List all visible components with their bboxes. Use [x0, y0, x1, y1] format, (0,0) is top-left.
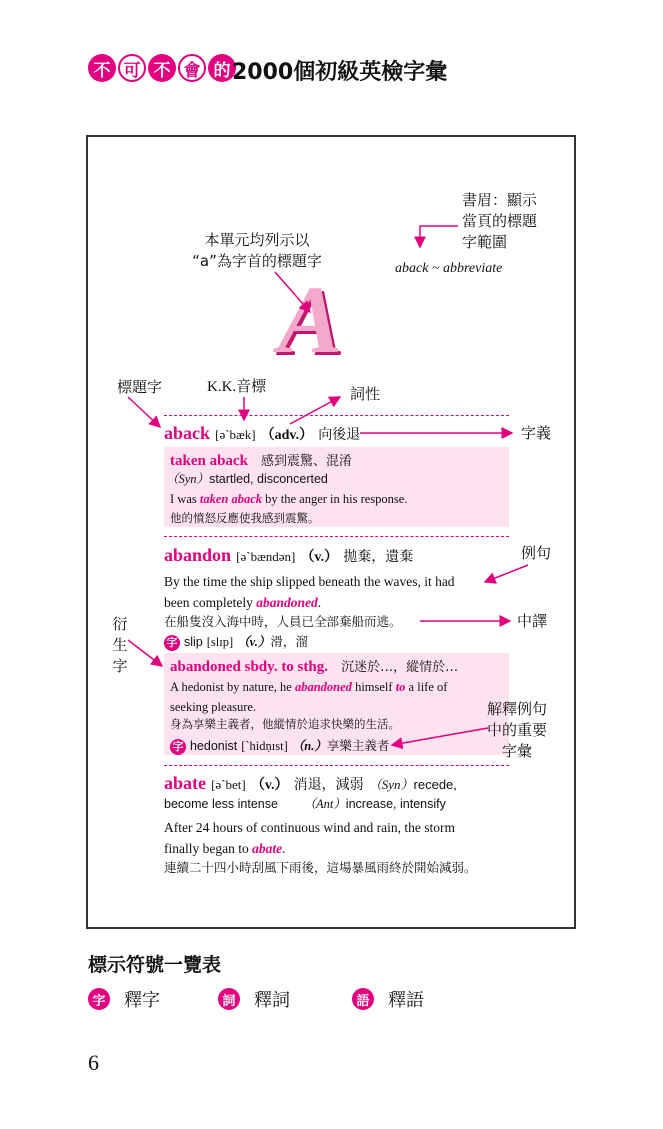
- example-translation: 他的憤怒反應使我感到震驚。: [170, 511, 320, 525]
- logo-badge: 的: [208, 54, 236, 82]
- gloss-icon: 字: [170, 739, 186, 755]
- derived-word: abandoned sbdy. to sthg.: [170, 659, 328, 675]
- phonetic: [əˋbet]: [211, 777, 246, 792]
- phrase-meaning: 感到震驚、混淆: [261, 454, 353, 469]
- char-gloss-icon: 字: [88, 988, 110, 1010]
- meaning: 消退，減弱: [293, 777, 364, 793]
- example-sentence: I was taken aback by the anger in his response.: [170, 492, 408, 506]
- arrow-headword: [128, 397, 160, 427]
- part-of-speech: （adv.）: [260, 428, 314, 443]
- label-example: 例句: [521, 544, 552, 562]
- derived-example: A hedonist by nature, he abandoned himself to a life of seeking pleasure.: [170, 680, 448, 714]
- label-kk: K.K.音標: [207, 379, 267, 395]
- derived-translation: 身為享樂主義者，他縱情於追求快樂的生活。: [170, 717, 400, 731]
- phrase-gloss-icon: 語: [352, 988, 374, 1010]
- label-derived: 衍 生 字: [112, 615, 128, 675]
- book-title: 2000個初級英檢字彙: [232, 60, 448, 85]
- label-headword: 標題字: [117, 378, 163, 396]
- legend-item: 字 釋字: [88, 986, 160, 1012]
- headword: abate: [164, 773, 206, 793]
- syn-label: （Syn）: [368, 777, 414, 792]
- phonetic: [əˋbæk]: [215, 427, 256, 442]
- example-sentence: By the time the ship slipped beneath the waves, it had been completely abandoned.: [164, 574, 455, 610]
- example-translation: 在船隻沒入海中時，人員已全部棄船而逃。: [164, 614, 402, 629]
- example-sentence: After 24 hours of continuous wind and rain, the storm finally began to abate.: [164, 820, 455, 856]
- legend-item: 語 釋語: [352, 986, 424, 1012]
- derived-meaning: 沉迷於…，縱情於…: [341, 660, 459, 675]
- meaning: 拋棄，遺棄: [343, 549, 414, 565]
- label-meaning: 字義: [521, 424, 552, 442]
- big-letter-a: A: [278, 266, 343, 373]
- headword: aback: [164, 423, 211, 443]
- synonyms: （Syn）startled, disconcerted: [166, 472, 328, 486]
- logo-badge: 不: [88, 54, 116, 82]
- abate-line2: become less intense （Ant）increase, intensify: [164, 797, 446, 811]
- arrow-pos: [290, 397, 340, 424]
- logo-badge: 會: [178, 54, 206, 82]
- label-pos: 詞性: [350, 385, 381, 403]
- part-of-speech: （v.）: [250, 778, 289, 793]
- arrow-derived: [128, 640, 162, 666]
- meaning: 向後退: [318, 427, 361, 443]
- arrow-key-words: [392, 728, 488, 745]
- arrow-bookmark: [420, 226, 458, 247]
- arrow-unit: [275, 272, 310, 312]
- unit-note: 本單元均列示以 “a”為字首的標題字: [192, 231, 322, 270]
- phrase: taken aback: [170, 453, 248, 469]
- part-of-speech: （v.）: [300, 550, 339, 565]
- legend-item: 詞 釋詞: [218, 986, 290, 1012]
- word-gloss-icon: 詞: [218, 988, 240, 1010]
- legend-title: 標示符號一覽表: [88, 954, 222, 976]
- page-number: 6: [88, 1050, 99, 1075]
- arrow-example: [485, 565, 528, 582]
- example-translation: 連續二十四小時刮風下雨後，這場暴風雨終於開始減弱。: [164, 860, 477, 875]
- label-key-words: 解釋例句 中的重要 字彙: [487, 700, 548, 760]
- bookmark-note: 書眉：顯示 當頁的標題 字範圍: [462, 191, 538, 251]
- logo-badge: 可: [118, 54, 146, 82]
- synonyms: recede,: [413, 777, 457, 792]
- logo-badge: 不: [148, 54, 176, 82]
- word-gloss: 字 slip [slɪp] （v.）滑，溜: [164, 632, 308, 651]
- headword: abandon: [164, 545, 232, 565]
- phonetic: [əˋbændən]: [236, 549, 296, 564]
- gloss-icon: 字: [164, 635, 180, 651]
- word-gloss: 字 hedonist [ˋhidṇɪst] （n.）享樂主義者: [170, 736, 389, 755]
- label-translation: 中譯: [517, 612, 548, 630]
- running-head: aback ~ abbreviate: [395, 261, 503, 276]
